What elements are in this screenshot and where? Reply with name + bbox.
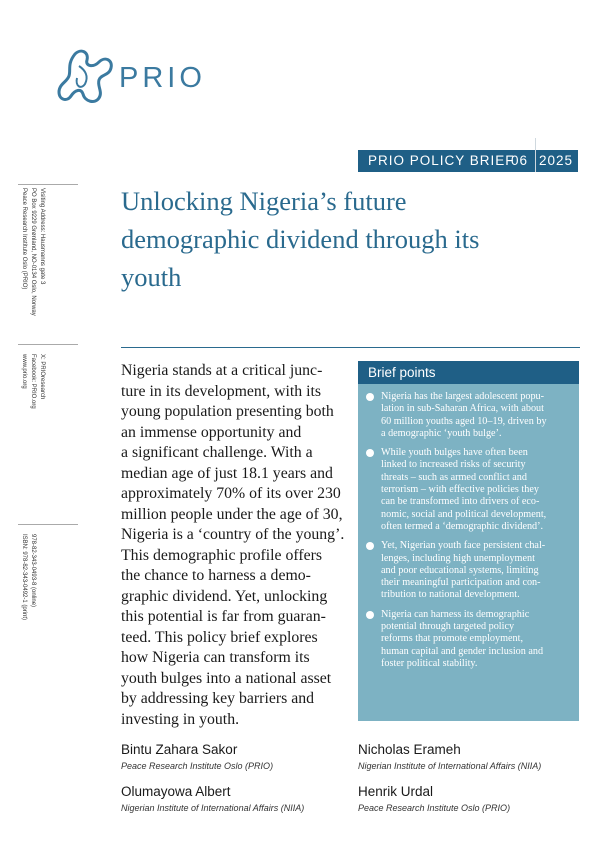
brief-point-text: Yet, Nigerian youth face persistent chal- lenges, including high unemployment and poor educational systems, limiting their meaningful participation and con- tribution to national development. xyxy=(381,540,546,601)
brief-points-list xyxy=(366,391,573,677)
author-affiliation: Peace Research Institute Oslo (PRIO) xyxy=(358,803,511,813)
bullet-icon xyxy=(366,393,374,401)
address-line: Visiting Address: Hausmanns gate 3 xyxy=(39,188,45,285)
intro-text: Nigeria stands at a critical junc- ture in its development, with its young population presenting both an immense opportunity and a significant challenge. With a median age of just 18.1 years and approximately 70% of its over 230 million people under the age of 30, Nigeria is a ‘country of the young’. This demographic profile offers the chance to harness a demo- graphic dividend. Yet, unlocking this potential is far from guaran- teed. This policy brief explores how Nigeria can transform its youth bulges into a national asset by addressing key barriers and investing in youth. xyxy=(121,362,345,728)
brief-points-heading: Brief points xyxy=(358,361,579,384)
author-affiliation: Nigerian Institute of International Affairs (NIIA) xyxy=(358,761,542,771)
label-divider xyxy=(535,138,536,172)
isbn-line: 978-82-343-0493-8 (online) xyxy=(30,534,36,608)
author xyxy=(121,783,304,815)
sidebar-divider xyxy=(18,344,78,345)
author-name: Olumayowa Albert xyxy=(121,784,231,799)
series-label: PRIO POLICY BRIEF xyxy=(368,153,515,168)
brief-point xyxy=(366,447,573,533)
web-line: X: PRIOresearch xyxy=(39,354,45,400)
author-name: Henrik Urdal xyxy=(358,784,434,799)
author-name: Nicholas Erameh xyxy=(358,742,461,757)
title-rule xyxy=(121,347,580,348)
logo-text: PRIO xyxy=(119,62,206,94)
isbn-line: ISBN: 978-82-343-0492-1 (print) xyxy=(21,534,27,621)
sidebar-info xyxy=(18,184,78,621)
author xyxy=(358,783,510,815)
address-line: PO Box 9229 Grønland, NO-0134 Oslo, Norway xyxy=(30,188,36,316)
author-affiliation: Nigerian Institute of International Affairs (NIIA) xyxy=(121,803,305,813)
brief-point xyxy=(366,540,573,601)
web-line: www.prio.org xyxy=(21,354,27,389)
bullet-icon xyxy=(366,611,374,619)
issue-number: 06 xyxy=(511,153,529,168)
policy-brief-label xyxy=(358,150,578,172)
author xyxy=(358,741,541,773)
sidebar-divider xyxy=(18,524,78,525)
brief-point xyxy=(366,609,573,670)
author-affiliation: Peace Research Institute Oslo (PRIO) xyxy=(121,761,274,771)
author-name: Bintu Zahara Sakor xyxy=(121,742,238,757)
address-line: Peace Research Institute Oslo (PRIO) xyxy=(21,188,27,290)
issue-year: 2025 xyxy=(539,153,574,168)
bullet-icon xyxy=(366,542,374,550)
web-line: Facebook: PRIO.org xyxy=(30,354,36,409)
brief-point-text: While youth bulges have often been linked to increased risks of security threats – such as armed conflict and terrorism – with effective policies they can be transformed into drivers of eco- nomic, social and political development, often termed a ‘demographic dividend’. xyxy=(381,447,547,532)
sidebar-divider xyxy=(18,184,78,185)
page-title: Unlocking Nigeria’s future demographic dividend through its youth xyxy=(121,186,480,292)
prio-logo xyxy=(55,46,205,116)
brief-points-box xyxy=(358,361,579,721)
prio-logo-mark-icon xyxy=(55,46,117,116)
intro-paragraph xyxy=(121,361,353,730)
brief-point-text: Nigeria can harness its demographic potential through targeted policy reforms that promote employment, human capital and gender inclusion and foster political stability. xyxy=(381,608,544,669)
author xyxy=(121,741,273,773)
bullet-icon xyxy=(366,449,374,457)
brief-point xyxy=(366,391,573,440)
brief-point-text: Nigeria has the largest adolescent popu- lation in sub-Saharan Africa, with about 60 million youths aged 10–19, driven by a demographic ‘youth bulge’. xyxy=(381,391,547,439)
